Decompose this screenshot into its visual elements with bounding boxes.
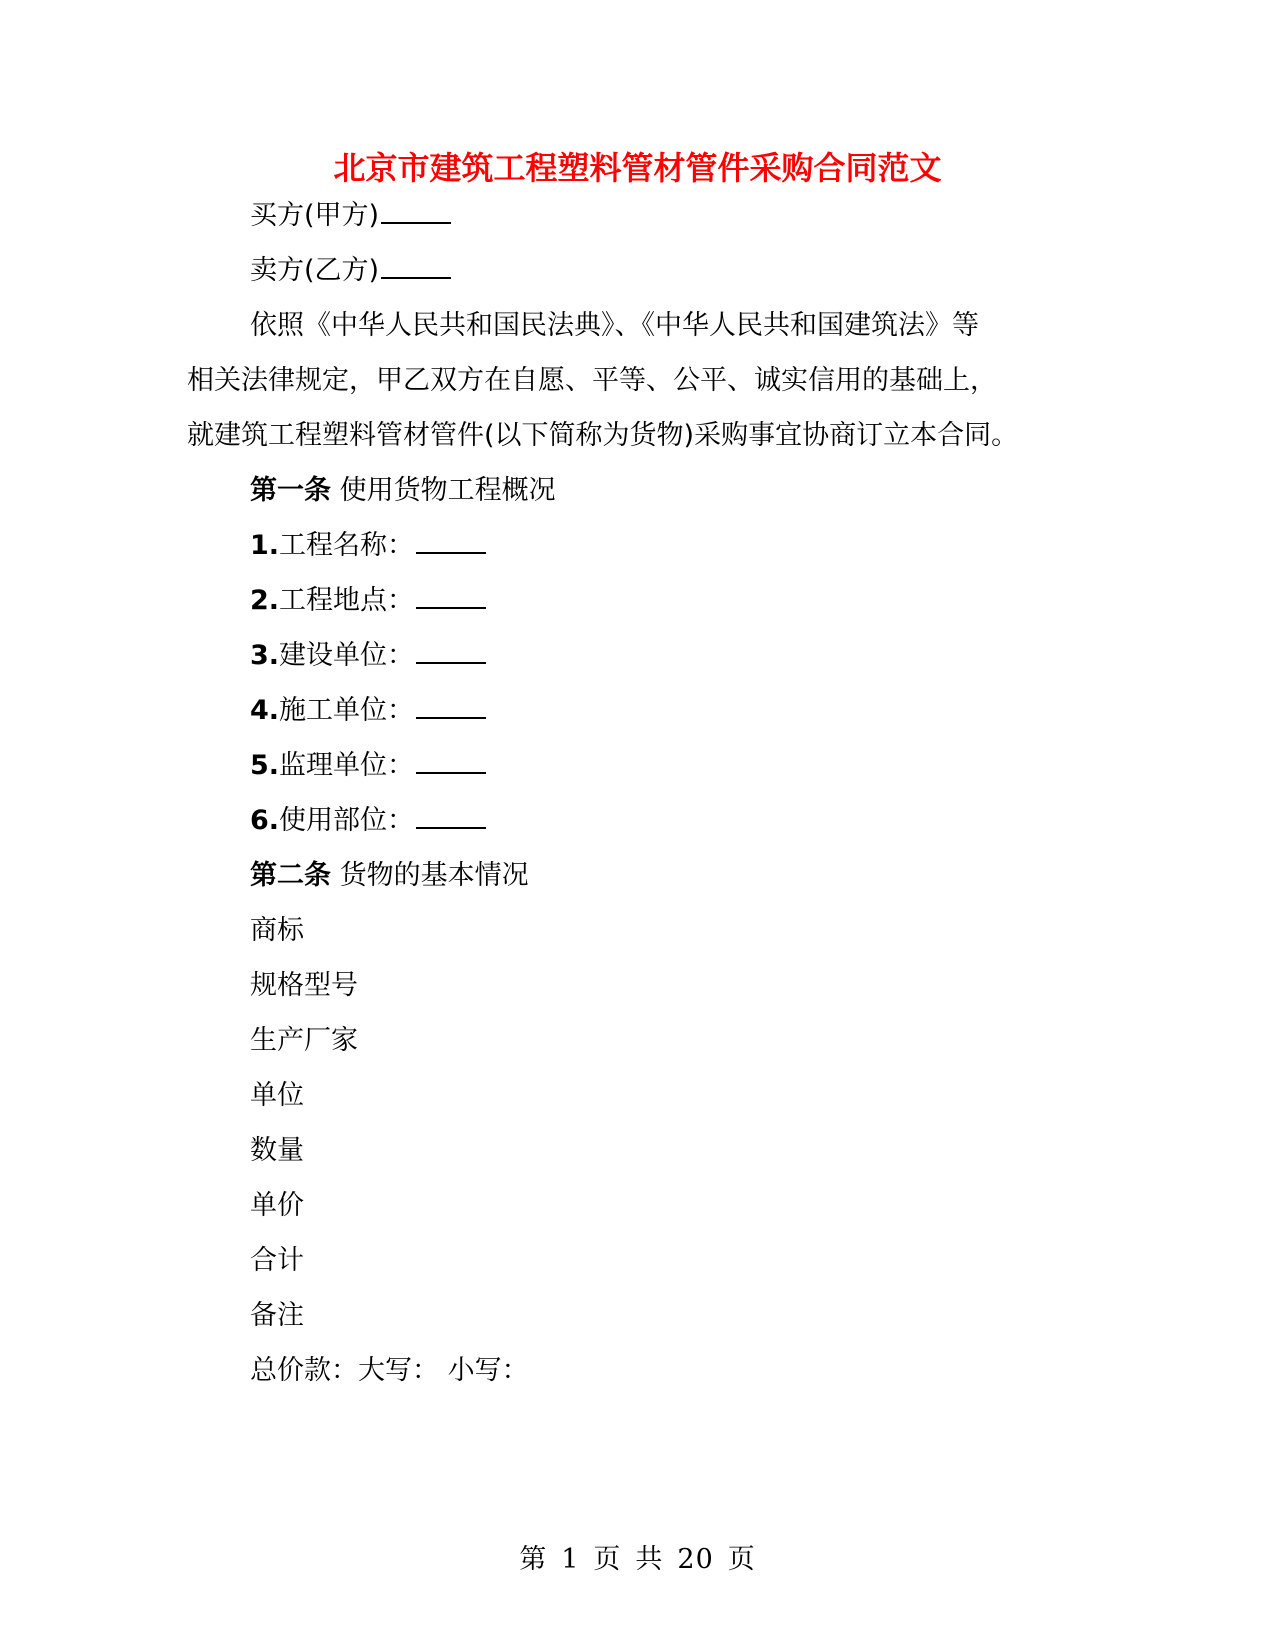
footer-suffix: 页 — [727, 1544, 756, 1575]
footer-page-number: 1 — [561, 1544, 580, 1575]
footer-total-pages: 20 — [677, 1544, 714, 1575]
article-2-title: 货物的基本情况 — [339, 860, 529, 891]
article-1-item — [250, 526, 486, 566]
project-location-blank[interactable] — [416, 581, 486, 609]
goods-field: 单位 — [250, 1080, 304, 1111]
buyer-label: 买方(甲方) — [250, 200, 380, 231]
article-1-item — [250, 801, 486, 841]
goods-field: 规格型号 — [250, 970, 358, 1001]
intro-line-1: 依照《中华人民共和国民法典》、《中华人民共和国建筑法》等 — [250, 310, 979, 341]
goods-field: 生产厂家 — [250, 1025, 358, 1056]
item-label: 监理单位： — [279, 750, 415, 781]
article-1-heading — [250, 471, 556, 511]
footer-prefix: 第 — [519, 1544, 548, 1575]
item-number: 6. — [250, 805, 280, 836]
footer-page-word: 页 — [593, 1544, 622, 1575]
article-2-number: 第二条 — [250, 860, 331, 891]
article-1-title: 使用货物工程概况 — [339, 475, 556, 506]
goods-field: 合计 — [250, 1245, 304, 1276]
item-label: 施工单位： — [279, 695, 415, 726]
article-1-item — [250, 636, 486, 676]
item-label: 工程地点： — [279, 585, 415, 616]
item-number: 5. — [250, 750, 280, 781]
item-label: 使用部位： — [279, 805, 415, 836]
item-label: 工程名称： — [279, 530, 415, 561]
construction-unit-blank[interactable] — [416, 636, 486, 664]
item-number: 2. — [250, 585, 280, 616]
item-number: 1. — [250, 530, 280, 561]
goods-field: 单价 — [250, 1190, 304, 1221]
article-1-item — [250, 581, 486, 621]
buyer-blank[interactable] — [381, 196, 451, 224]
usage-location-blank[interactable] — [416, 801, 486, 829]
goods-field: 备注 — [250, 1300, 304, 1331]
supervisor-unit-blank[interactable] — [416, 746, 486, 774]
buyer-line — [250, 196, 451, 236]
goods-field: 数量 — [250, 1135, 304, 1166]
item-number: 3. — [250, 640, 280, 671]
article-1-number: 第一条 — [250, 475, 331, 506]
item-number: 4. — [250, 695, 280, 726]
article-2-heading — [250, 856, 529, 896]
article-1-item — [250, 746, 486, 786]
seller-line — [250, 251, 451, 291]
total-price-line: 总价款：大写： 小写： — [250, 1355, 529, 1386]
intro-line-2: 相关法律规定，甲乙双方在自愿、平等、公平、诚实信用的基础上， — [187, 365, 997, 396]
project-name-blank[interactable] — [416, 526, 486, 554]
page-footer — [0, 1540, 1275, 1580]
seller-label: 卖方(乙方) — [250, 255, 380, 286]
footer-total-word: 共 — [635, 1544, 664, 1575]
intro-line-3: 就建筑工程塑料管材管件(以下简称为货物)采购事宜协商订立本合同。 — [187, 420, 1019, 451]
seller-blank[interactable] — [381, 251, 451, 279]
item-label: 建设单位： — [279, 640, 415, 671]
article-1-item — [250, 691, 486, 731]
goods-field: 商标 — [250, 915, 304, 946]
document-title: 北京市建筑工程塑料管材管件采购合同范文 — [333, 149, 942, 187]
builder-unit-blank[interactable] — [416, 691, 486, 719]
